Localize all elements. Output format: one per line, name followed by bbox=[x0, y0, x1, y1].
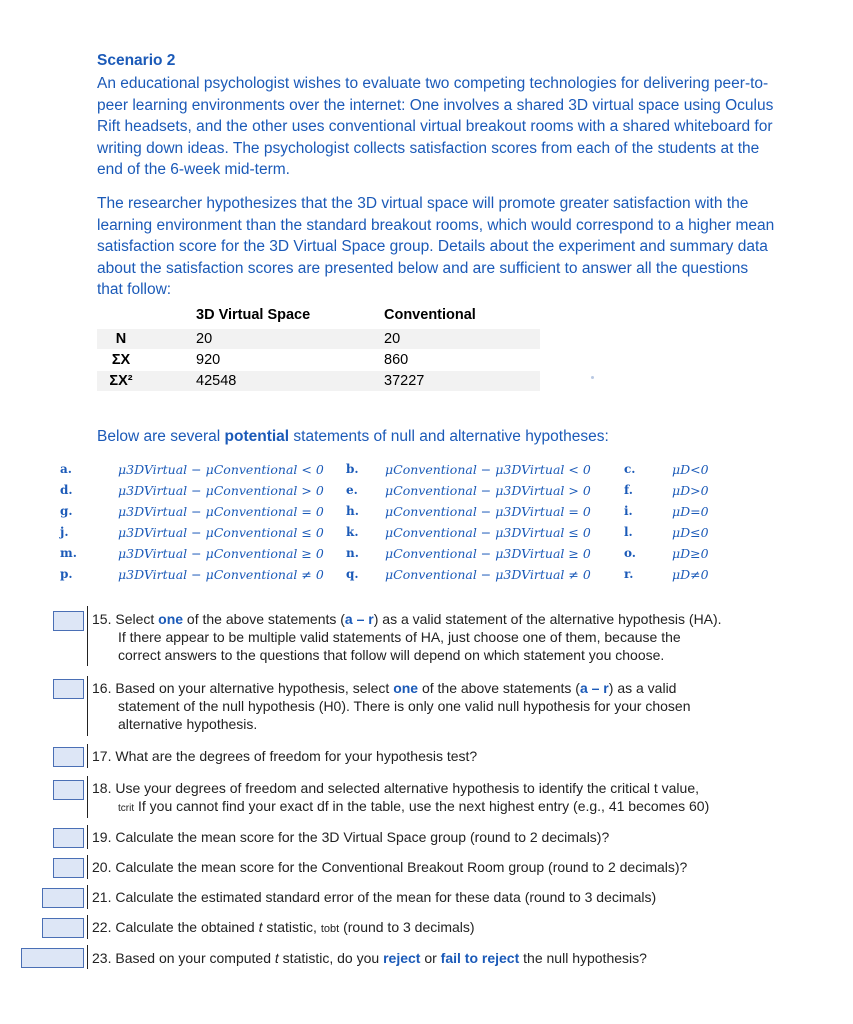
answer-box-15[interactable] bbox=[53, 611, 84, 631]
question-18: 18. Use your degrees of freedom and selected alternative hypothesis to identify the critical t value, tcrit If you cannot find your exact df in the table, use the next highest entry (e.g., 41 becomes 60) bbox=[92, 780, 710, 814]
option-statement: μ3DVirtual − μConventional > 0 bbox=[118, 483, 324, 498]
option-letter: h. bbox=[346, 504, 359, 518]
option-letter: n. bbox=[346, 546, 359, 560]
scenario-paragraph-1: An educational psychologist wishes to evaluate two competing technologies for delivering peer-to-peer learning environments over the internet: One involves a shared 3D virtual space using Oculus Rift headsets, and the other uses conventional virtual breakout rooms with a shared whiteboard for writing down ideas. The psychologist collects satisfaction scores from each of the students at the end of the 6-week mid-term. bbox=[97, 75, 774, 178]
hypothesis-row bbox=[0, 567, 853, 587]
option-statement: μD≤0 bbox=[672, 525, 709, 540]
option-statement: μ3DVirtual − μConventional ≤ 0 bbox=[118, 525, 324, 540]
answer-box-17[interactable] bbox=[53, 747, 84, 767]
hypothesis-row bbox=[0, 525, 853, 545]
question-23: 23. Based on your computed t statistic, do you reject or fail to reject the null hypothesis? bbox=[92, 950, 647, 966]
question-19: 19. Calculate the mean score for the 3D Virtual Space group (round to 2 decimals)? bbox=[92, 829, 610, 845]
option-letter: r. bbox=[624, 567, 634, 581]
option-letter: b. bbox=[346, 462, 359, 476]
question-divider bbox=[87, 945, 88, 969]
question-divider bbox=[87, 606, 88, 666]
option-statement: μ3DVirtual − μConventional < 0 bbox=[118, 462, 324, 477]
hypothesis-row bbox=[0, 462, 853, 482]
question-divider bbox=[87, 915, 88, 939]
option-letter: q. bbox=[346, 567, 359, 581]
option-statement: μ3DVirtual − μConventional ≥ 0 bbox=[118, 546, 324, 561]
option-statement: μ3DVirtual − μConventional ≠ 0 bbox=[118, 567, 324, 582]
option-letter: j. bbox=[60, 525, 69, 539]
scenario-paragraph-2: The researcher hypothesizes that the 3D virtual space will promote greater satisfaction with the learning environment than the standard breakout rooms, which would correspond to a higher mean satisfaction score for the 3D Virtual Space group. Details about the experiment and summary data about the satisfaction scores are presented below and are sufficient to answer all the questions that follow: bbox=[97, 195, 775, 298]
option-statement: μConventional − μ3DVirtual ≤ 0 bbox=[385, 525, 591, 540]
answer-box-19[interactable] bbox=[53, 828, 84, 848]
question-divider bbox=[87, 776, 88, 818]
option-statement: μConventional − μ3DVirtual > 0 bbox=[385, 483, 591, 498]
option-letter: m. bbox=[60, 546, 77, 560]
question-20: 20. Calculate the mean score for the Conventional Breakout Room group (round to 2 decimals)? bbox=[92, 859, 688, 875]
hypothesis-row bbox=[0, 504, 853, 524]
cell-virtual: 920 bbox=[196, 352, 221, 368]
cell-conventional: 860 bbox=[384, 352, 409, 368]
option-letter: e. bbox=[346, 483, 358, 497]
col-header-conventional: Conventional bbox=[384, 307, 476, 323]
answer-box-18[interactable] bbox=[53, 780, 84, 800]
option-statement: μConventional − μ3DVirtual ≥ 0 bbox=[385, 546, 591, 561]
question-divider bbox=[87, 744, 88, 768]
option-letter: o. bbox=[624, 546, 636, 560]
question-divider bbox=[87, 855, 88, 879]
option-statement: μConventional − μ3DVirtual = 0 bbox=[385, 504, 591, 519]
scenario-title: Scenario 2 bbox=[97, 52, 176, 69]
option-letter: p. bbox=[60, 567, 73, 581]
question-17: 17. What are the degrees of freedom for your hypothesis test? bbox=[92, 748, 478, 764]
cell-conventional: 20 bbox=[384, 331, 401, 347]
cell-virtual: 20 bbox=[196, 331, 213, 347]
option-letter: a. bbox=[60, 462, 72, 476]
col-header-virtual: 3D Virtual Space bbox=[196, 307, 311, 323]
answer-box-22[interactable] bbox=[42, 918, 84, 938]
option-letter: g. bbox=[60, 504, 73, 518]
option-statement: μD<0 bbox=[672, 462, 709, 477]
answer-box-23[interactable] bbox=[21, 948, 84, 968]
option-statement: μConventional − μ3DVirtual < 0 bbox=[385, 462, 591, 477]
answer-box-20[interactable] bbox=[53, 858, 84, 878]
option-letter: f. bbox=[624, 483, 633, 497]
question-15: 15. Select one of the above statements (a – r) as a valid statement of the alternative hypothesis (HA). If there appear to be multiple valid statements of HA, just choose one of them, because the correct answers to the questions that follow will depend on which statement you choose. bbox=[92, 611, 722, 663]
option-letter: l. bbox=[624, 525, 633, 539]
question-divider bbox=[87, 676, 88, 736]
question-16: 16. Based on your alternative hypothesis, select one of the above statements (a – r) as a valid statement of the null hypothesis (H0). There is only one valid null hypothesis for your chosen alternative hypothesis. bbox=[92, 680, 691, 732]
question-divider bbox=[87, 825, 88, 849]
table-row bbox=[97, 350, 540, 370]
table-row bbox=[97, 371, 540, 391]
option-statement: μD=0 bbox=[672, 504, 709, 519]
cell-virtual: 42548 bbox=[196, 373, 237, 389]
table-row bbox=[97, 329, 540, 349]
answer-box-16[interactable] bbox=[53, 679, 84, 699]
hypothesis-row bbox=[0, 546, 853, 566]
option-statement: μD≥0 bbox=[672, 546, 709, 561]
option-statement: μD≠0 bbox=[672, 567, 709, 582]
stray-dot bbox=[591, 376, 594, 379]
cell-conventional: 37227 bbox=[384, 373, 425, 389]
row-label: ΣX bbox=[111, 352, 131, 368]
hypotheses-intro: Below are several potential statements of null and alternative hypotheses: bbox=[97, 428, 609, 445]
question-22: 22. Calculate the obtained t statistic, tobt (round to 3 decimals) bbox=[92, 919, 475, 935]
option-letter: i. bbox=[624, 504, 633, 518]
option-letter: d. bbox=[60, 483, 73, 497]
option-letter: k. bbox=[346, 525, 359, 539]
option-letter: c. bbox=[624, 462, 636, 476]
option-statement: μD>0 bbox=[672, 483, 709, 498]
option-statement: μ3DVirtual − μConventional = 0 bbox=[118, 504, 324, 519]
option-statement: μConventional − μ3DVirtual ≠ 0 bbox=[385, 567, 591, 582]
row-label: ΣX² bbox=[109, 373, 133, 389]
answer-box-21[interactable] bbox=[42, 888, 84, 908]
question-21: 21. Calculate the estimated standard error of the mean for these data (round to 3 decimals) bbox=[92, 889, 657, 905]
row-label: N bbox=[115, 331, 127, 347]
hypothesis-row bbox=[0, 483, 853, 503]
question-divider bbox=[87, 885, 88, 909]
